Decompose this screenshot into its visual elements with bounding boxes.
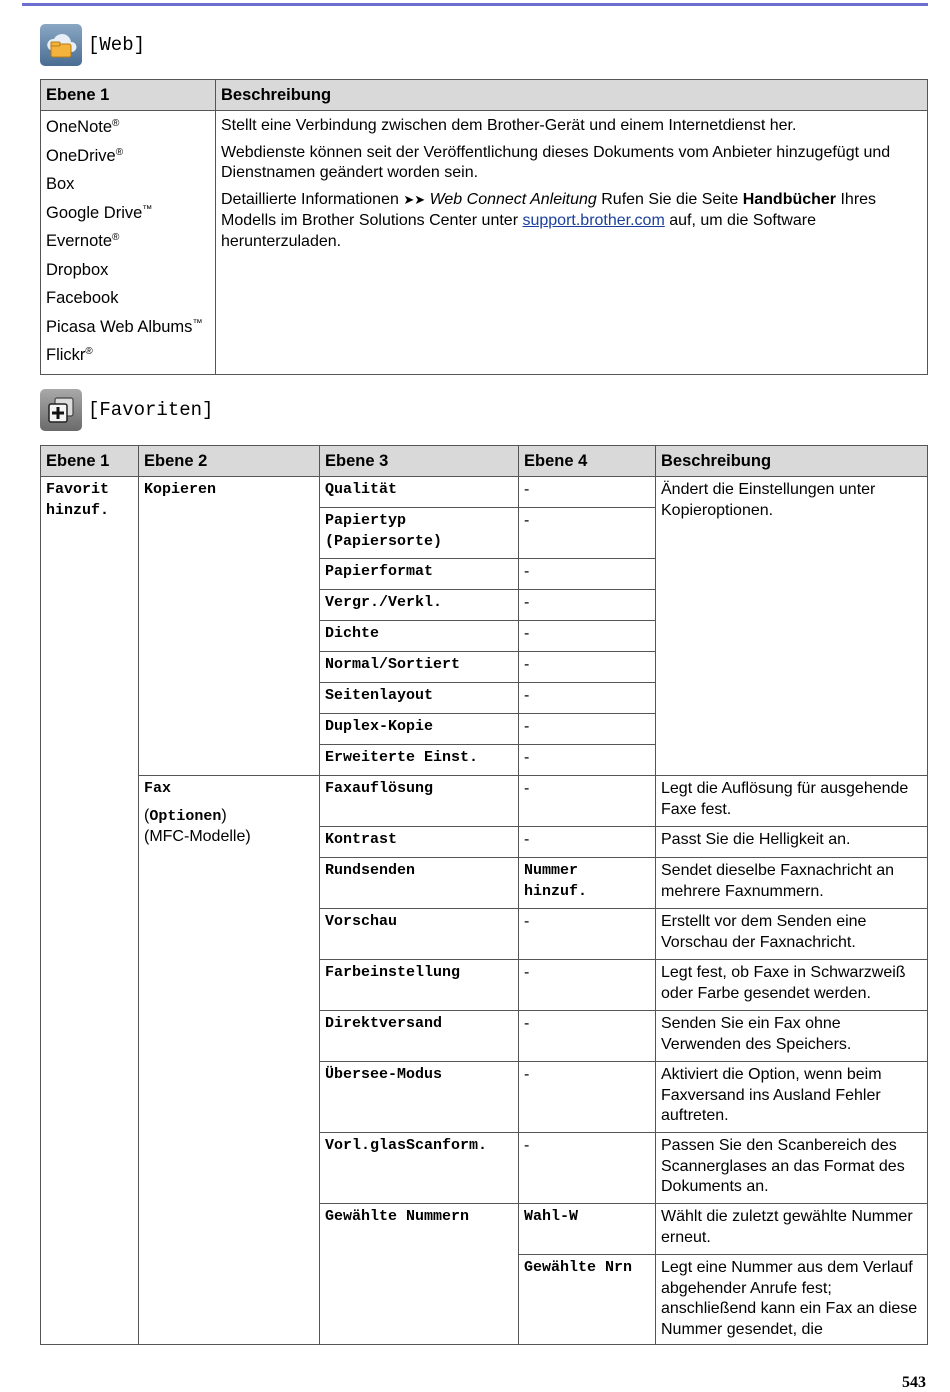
description-cell: Erstellt vor dem Senden eine Vorschau der Faxnachricht. xyxy=(656,909,928,960)
double-arrow-icon: ➤➤ xyxy=(403,192,426,208)
option-rundsenden: Rundsenden xyxy=(320,858,519,909)
web-desc-3: Detaillierte Informationen ➤➤ Web Connect Anleitung Rufen Sie die Seite Handbücher Ihres Modells im Brother Solutions Center unter support.brother.com auf, um die Software herunterzuladen. xyxy=(221,190,877,250)
level4-cell: - xyxy=(519,652,656,683)
service-onedrive: OneDrive® xyxy=(46,146,124,165)
service-onenote: OneNote® xyxy=(46,118,120,136)
header-ebene-1: Ebene 1 xyxy=(41,80,216,111)
option-normal-sortiert: Normal/Sortiert xyxy=(320,652,519,683)
level4-nummer-hinzuf: Nummer hinzuf. xyxy=(519,858,656,909)
favoriten-section-title: [Favoriten] xyxy=(88,399,214,421)
favoriten-table xyxy=(40,445,928,1345)
option-direktversand: Direktversand xyxy=(320,1011,519,1062)
header-ebene-2: Ebene 2 xyxy=(139,446,320,477)
level4-cell: - xyxy=(519,1011,656,1062)
service-facebook: Facebook xyxy=(46,289,119,307)
web-section-title: [Web] xyxy=(88,34,146,56)
level4-cell: - xyxy=(519,960,656,1011)
option-erweiterte-einst: Erweiterte Einst. xyxy=(320,745,519,776)
option-duplex-kopie: Duplex-Kopie xyxy=(320,714,519,745)
level4-cell: - xyxy=(519,776,656,827)
table-row xyxy=(41,477,928,508)
favorit-hinzuf-cell: Favorit hinzuf. xyxy=(41,477,139,1345)
service-picasa: Picasa Web Albums™ xyxy=(46,317,203,336)
level4-cell: - xyxy=(519,477,656,508)
level4-cell: - xyxy=(519,909,656,960)
service-list xyxy=(41,111,216,375)
option-farbeinstellung: Farbeinstellung xyxy=(320,960,519,1011)
description-cell: Legt eine Nummer aus dem Verlauf abgehender Anrufe fest; anschließend kann ein Fax an diese Nummer gesendet, die xyxy=(656,1255,928,1345)
support-link[interactable]: support.brother.com xyxy=(522,212,665,229)
level4-cell: - xyxy=(519,508,656,559)
option-uebersee-modus: Übersee-Modus xyxy=(320,1062,519,1133)
level4-cell: - xyxy=(519,590,656,621)
level4-cell: - xyxy=(519,1133,656,1204)
service-google-drive: Google Drive™ xyxy=(46,203,153,222)
kopieren-description: Ändert die Einstellungen unter Kopieroptionen. xyxy=(656,477,928,776)
level4-gewaehlte-nrn: Gewählte Nrn xyxy=(519,1255,656,1345)
description-cell: Passt Sie die Helligkeit an. xyxy=(656,827,928,858)
service-flickr: Flickr® xyxy=(46,346,93,364)
description-cell: Aktiviert die Option, wenn beim Faxversand ins Ausland Fehler auftreten. xyxy=(656,1062,928,1133)
description-cell: Sendet dieselbe Faxnachricht an mehrere Faxnummern. xyxy=(656,858,928,909)
kopieren-cell: Kopieren xyxy=(139,477,320,776)
option-faxaufloesung: Faxauflösung xyxy=(320,776,519,827)
header-beschreibung: Beschreibung xyxy=(656,446,928,477)
level4-cell: - xyxy=(519,621,656,652)
level4-cell: - xyxy=(519,827,656,858)
web-table xyxy=(40,79,928,375)
top-rule xyxy=(22,3,928,6)
header-ebene-3: Ebene 3 xyxy=(320,446,519,477)
option-papiertyp: Papiertyp (Papiersorte) xyxy=(320,508,519,559)
option-vergr-verkl: Vergr./Verkl. xyxy=(320,590,519,621)
service-box: Box xyxy=(46,175,75,193)
description-cell: Legt fest, ob Faxe in Schwarzweiß oder Farbe gesendet werden. xyxy=(656,960,928,1011)
description-cell: Legt die Auflösung für ausgehende Faxe fest. xyxy=(656,776,928,827)
fax-cell: Fax (Optionen) (MFC-Modelle) xyxy=(139,776,320,1345)
description-cell: Passen Sie den Scanbereich des Scannerglases an das Format des Dokuments an. xyxy=(656,1133,928,1204)
add-favorite-icon xyxy=(40,389,82,431)
option-seitenlayout: Seitenlayout xyxy=(320,683,519,714)
header-ebene-1: Ebene 1 xyxy=(41,446,139,477)
option-dichte: Dichte xyxy=(320,621,519,652)
service-evernote: Evernote® xyxy=(46,232,120,250)
option-kontrast: Kontrast xyxy=(320,827,519,858)
web-description xyxy=(216,111,928,375)
web-desc-1: Stellt eine Verbindung zwischen dem Brother-Gerät und einem Internetdienst her. xyxy=(221,117,797,134)
level4-cell: - xyxy=(519,559,656,590)
option-papierformat: Papierformat xyxy=(320,559,519,590)
level4-cell: - xyxy=(519,714,656,745)
description-cell: Senden Sie ein Fax ohne Verwenden des Speichers. xyxy=(656,1011,928,1062)
level4-cell: - xyxy=(519,1062,656,1133)
option-qualitaet: Qualität xyxy=(320,477,519,508)
option-vorl-glasscanform: Vorl.glasScanform. xyxy=(320,1133,519,1204)
header-ebene-4: Ebene 4 xyxy=(519,446,656,477)
option-gewaehlte-nummern: Gewählte Nummern xyxy=(320,1204,519,1345)
favoriten-section-header xyxy=(40,389,213,431)
header-beschreibung: Beschreibung xyxy=(216,80,928,111)
level4-cell: - xyxy=(519,683,656,714)
web-section-header xyxy=(40,24,145,66)
page-number: 543 xyxy=(902,1374,926,1391)
option-vorschau: Vorschau xyxy=(320,909,519,960)
web-desc-2: Webdienste können seit der Veröffentlichung dieses Dokuments vom Anbieter hinzugefügt und Dienstnamen geändert worden sein. xyxy=(221,143,891,181)
level4-cell: - xyxy=(519,745,656,776)
table-row xyxy=(41,776,928,827)
web-icon xyxy=(40,24,82,66)
description-cell: Wählt die zuletzt gewählte Nummer erneut. xyxy=(656,1204,928,1255)
level4-wahl-w: Wahl-W xyxy=(519,1204,656,1255)
service-dropbox: Dropbox xyxy=(46,260,109,279)
